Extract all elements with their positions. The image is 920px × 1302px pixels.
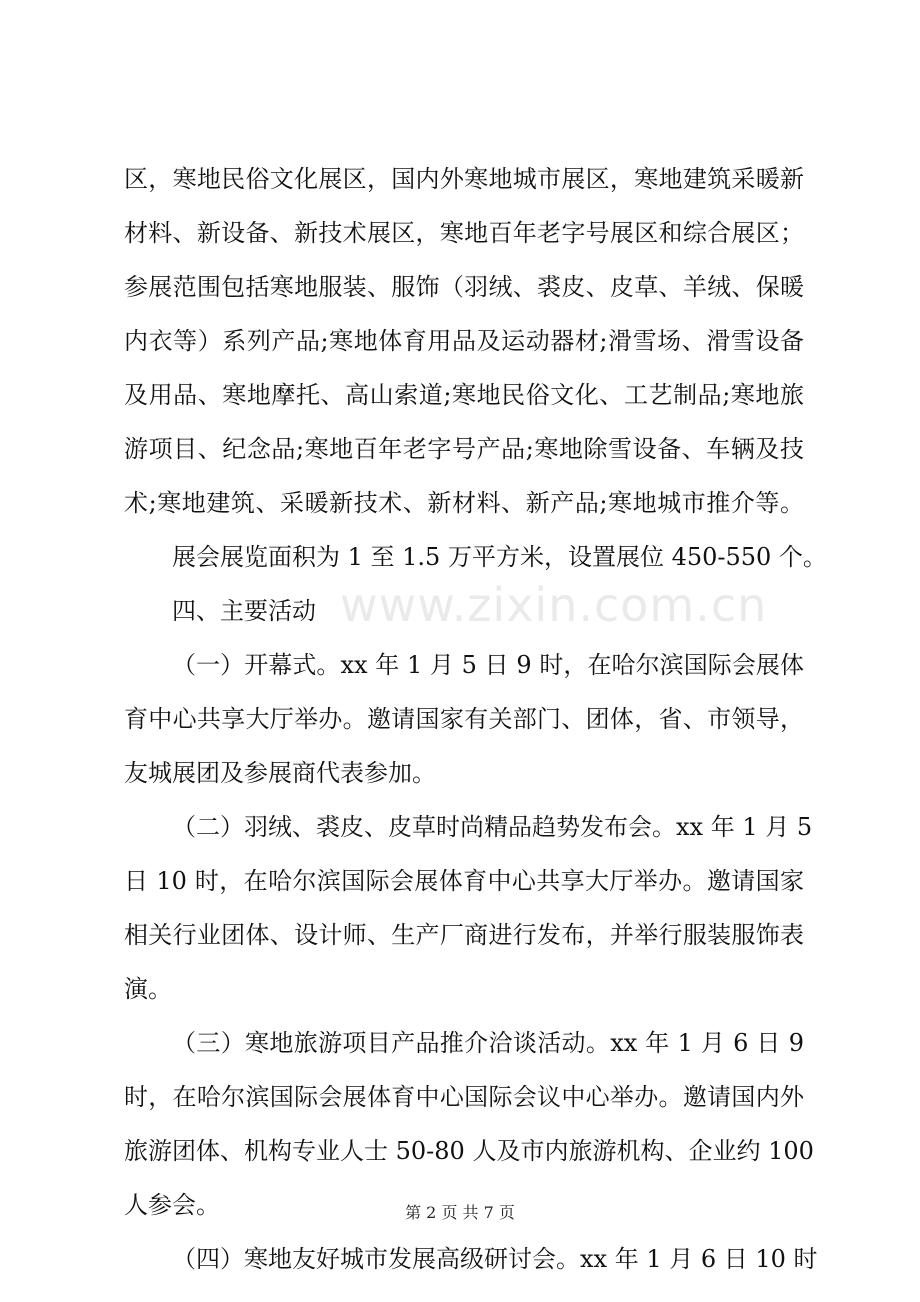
text-line: 材料、新设备、新技术展区，寒地百年老字号展区和综合展区； — [124, 219, 804, 247]
text-line: 育中心共享大厅举办。邀请国家有关部门、团体，省、市领导， — [124, 705, 804, 733]
watermark: www.zixin.com.cn — [340, 578, 768, 632]
text-line: 时，在哈尔滨国际会展体育中心国际会议中心举办。邀请国内外 — [124, 1083, 804, 1111]
text-line: 友城展团及参展商代表参加。 — [124, 759, 436, 787]
text-line: 区，寒地民俗文化展区，国内外寒地城市展区，寒地建筑采暖新 — [124, 165, 804, 193]
text-line: （四）寒地友好城市发展高级研讨会。xx 年 1 月 6 日 10 时 — [172, 1245, 818, 1273]
page-footer: 第 2 页 共 7 页 — [405, 1203, 515, 1222]
text-line: 参展范围包括寒地服装、服饰（羽绒、裘皮、皮草、羊绒、保暖 — [124, 273, 804, 301]
text-line: 演。 — [124, 975, 172, 1003]
text-line: （三）寒地旅游项目产品推介洽谈活动。xx 年 1 月 6 日 9 — [172, 1029, 804, 1057]
text-line: （二）羽绒、裘皮、皮草时尚精品趋势发布会。xx 年 1 月 5 — [172, 813, 813, 841]
text-line: （一）开幕式。xx 年 1 月 5 日 9 时，在哈尔滨国际会展体 — [172, 651, 804, 679]
text-line: 内衣等）系列产品;寒地体育用品及运动器材;滑雪场、滑雪设备 — [124, 327, 804, 355]
text-line: 日 10 时，在哈尔滨国际会展体育中心共享大厅举办。邀请国家 — [124, 867, 804, 895]
text-line: 人参会。 — [124, 1191, 220, 1219]
text-line: 游项目、纪念品;寒地百年老字号产品;寒地除雪设备、车辆及技 — [124, 435, 804, 463]
text-line: 及用品、寒地摩托、高山索道;寒地民俗文化、工艺制品;寒地旅 — [124, 381, 804, 409]
text-line: 术;寒地建筑、采暖新技术、新材料、新产品;寒地城市推介等。 — [124, 489, 804, 517]
text-line: 相关行业团体、设计师、生产厂商进行发布，并举行服装服饰表 — [124, 921, 804, 949]
section-heading: 四、主要活动 — [172, 597, 316, 625]
text-line: 旅游团体、机构专业人士 50-80 人及市内旅游机构、企业约 100 — [124, 1137, 814, 1165]
document-body — [124, 152, 827, 1286]
text-line: 展会展览面积为 1 至 1.5 万平方米，设置展位 450-550 个。 — [172, 543, 827, 571]
